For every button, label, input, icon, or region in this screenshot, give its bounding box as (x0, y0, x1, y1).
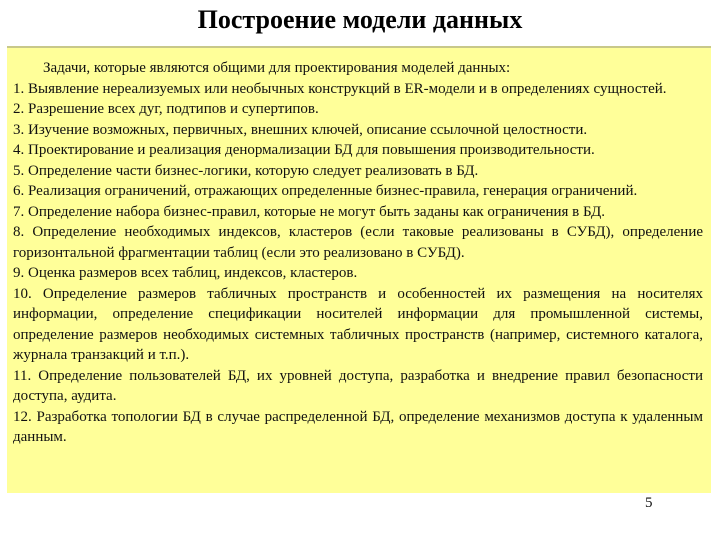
list-item: 3. Изучение возможных, первичных, внешних ключей, описание ссылочной целостности. (13, 121, 588, 138)
list-item: 9. Оценка размеров всех таблиц, индексов, кластеров. (13, 265, 358, 281)
list-item: 4. Проектирование и реализация денормализации БД для повышения производительности. (13, 142, 595, 158)
list-item: 12. Разработка топологии БД в случае распределенной БД, определение механизмов доступа к удаленным данным. (13, 408, 703, 445)
list-item: 11. Определение пользователей БД, их уровней доступа, разработка и внедрение правил безопасности доступа, аудита. (13, 367, 703, 404)
list-item: 7. Определение набора бизнес-правил, которые не могут быть заданы как ограничения в БД. (13, 203, 606, 220)
content-text (13, 58, 703, 448)
list-item: 6. Реализация ограничений, отражающих определенные бизнес-правила, генерация ограничений. (13, 183, 638, 199)
list-item: 2. Разрешение всех дуг, подтипов и супертипов. (13, 101, 319, 117)
intro-text: Задачи, которые являются общими для проектирования моделей данных: (43, 60, 511, 76)
list-item: 5. Определение части бизнес-логики, которую следует реализовать в БД. (13, 162, 479, 179)
page-number: 5 (645, 495, 653, 511)
list-item: 8. Определение необходимых индексов, кластеров (если таковые реализованы в СУБД), определение горизонтальной фрагментации таблиц (если это реализовано в СУБД). (13, 224, 703, 261)
slide-title: Построение модели данных (197, 5, 523, 34)
list-item: 1. Выявление нереализуемых или необычных конструкций в ER-модели и в определениях сущностей. (13, 80, 667, 97)
list-item: 10. Определение размеров табличных пространств и особенностей их размещения на носителях информации, определение спецификации носителей информации для промышленной системы, определение размеров необходимых системных табличных пространств (например, системного каталога, журнала транзакций и т.п.). (13, 285, 703, 363)
title-bar (0, 0, 720, 42)
